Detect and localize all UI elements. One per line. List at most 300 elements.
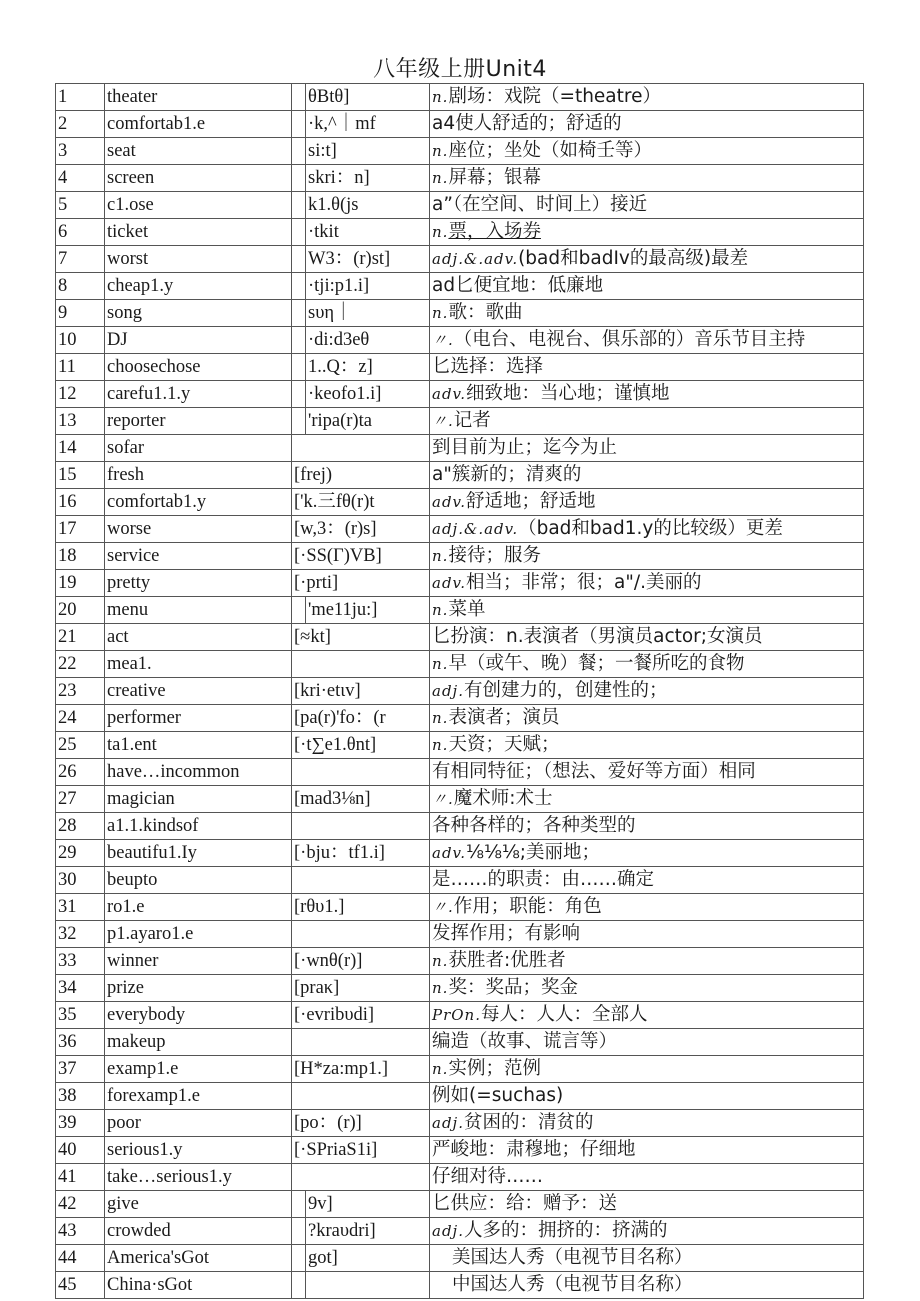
row-number: 16 [56,489,105,516]
meaning-cell [430,1056,864,1083]
word-cell: give [105,1191,292,1218]
row-number: 37 [56,1056,105,1083]
meaning-cell [430,597,864,624]
part-of-speech: 〃. [432,898,454,916]
meaning-text: 严峻地：肃穆地；仔细地 [432,1139,636,1160]
phonetic-cell: [·SPriaS1i] [292,1137,430,1164]
row-number: 12 [56,381,105,408]
row-number: 41 [56,1164,105,1191]
row-number: 13 [56,408,105,435]
table-row [56,678,864,705]
meaning-text: ad匕便宜地：低廉地 [432,275,604,296]
phonetic-cell: ·k,^｜mf [306,111,430,138]
table-row [56,867,864,894]
meaning-text: 天资；天赋； [448,734,560,755]
phonetic-cell: 'me11ju:] [306,597,430,624]
phonetic-cell [292,651,430,678]
divider-cell [292,327,306,354]
table-row [56,489,864,516]
phonetic-cell: ·keofo1.i] [306,381,430,408]
table-row [56,786,864,813]
table-row [56,759,864,786]
meaning-cell [430,624,864,651]
table-row [56,840,864,867]
row-number: 11 [56,354,105,381]
meaning-cell [430,921,864,948]
meaning-cell [430,1137,864,1164]
word-cell: creative [105,678,292,705]
word-cell: cheap1.y [105,273,292,300]
table-row [56,516,864,543]
part-of-speech: 〃. [432,412,454,430]
phonetic-cell: W3：(r)st] [306,246,430,273]
table-row [56,948,864,975]
phonetic-cell: ·di:d3eθ [306,327,430,354]
meaning-text: a"簇新的；清爽的 [432,464,582,485]
meaning-text: 到目前为止；迄今为止 [432,437,618,458]
meaning-cell [430,840,864,867]
phonetic-cell [292,921,430,948]
row-number: 15 [56,462,105,489]
table-row [56,408,864,435]
divider-cell [292,192,306,219]
table-row [56,894,864,921]
part-of-speech: adj. [432,1222,464,1240]
meaning-text: (bad和badIv的最高级)最差 [518,248,749,269]
meaning-cell [430,462,864,489]
table-row [56,1110,864,1137]
divider-cell [292,354,306,381]
vocabulary-table [55,83,864,1299]
phonetic-cell [292,1083,430,1110]
phonetic-cell: [·bju：tf1.i] [292,840,430,867]
word-cell: forexamp1.e [105,1083,292,1110]
table-row [56,813,864,840]
meaning-cell [430,1029,864,1056]
row-number: 32 [56,921,105,948]
word-cell: poor [105,1110,292,1137]
word-cell: worse [105,516,292,543]
row-number: 44 [56,1245,105,1272]
row-number: 40 [56,1137,105,1164]
row-number: 36 [56,1029,105,1056]
row-number: 24 [56,705,105,732]
row-number: 30 [56,867,105,894]
meaning-text: ⅛⅛⅛;美丽地； [466,842,601,863]
word-cell: magician [105,786,292,813]
word-cell: seat [105,138,292,165]
meaning-text: 作用；职能：角色 [453,896,602,917]
table-row [56,462,864,489]
phonetic-cell: [·evribυdi] [292,1002,430,1029]
meaning-text: 有相同特征；（想法、爱好等方面）相同 [432,761,756,782]
phonetic-cell: [·t∑e1.θnt] [292,732,430,759]
table-row [56,219,864,246]
meaning-cell [430,786,864,813]
row-number: 35 [56,1002,105,1029]
word-cell: comfortab1.e [105,111,292,138]
meaning-text: 美国达人秀（电视节目名称） [452,1247,693,1268]
meaning-text: 贫困的：清贫的 [463,1112,594,1133]
word-cell: worst [105,246,292,273]
part-of-speech: adv. [432,574,467,592]
meaning-cell [430,543,864,570]
vocabulary-table-body [56,84,864,1299]
phonetic-cell: ['k.三fθ(r)t [292,489,430,516]
part-of-speech: PrOn. [432,1006,481,1024]
row-number: 6 [56,219,105,246]
row-number: 34 [56,975,105,1002]
meaning-text: 有创建力的，创建性的； [463,680,668,701]
meaning-cell [430,1164,864,1191]
part-of-speech: n. [432,223,449,241]
phonetic-cell: [po：(r)] [292,1110,430,1137]
table-row [56,543,864,570]
meaning-text: 例如(=suchas) [432,1085,564,1106]
word-cell: fresh [105,462,292,489]
part-of-speech: adj. [432,682,464,700]
row-number: 19 [56,570,105,597]
meaning-cell [430,165,864,192]
phonetic-cell: [kri·etιv] [292,678,430,705]
phonetic-cell: [w,3：(r)s] [292,516,430,543]
word-cell: serious1.y [105,1137,292,1164]
meaning-cell [430,1110,864,1137]
row-number: 4 [56,165,105,192]
meaning-cell [430,1191,864,1218]
table-row [56,165,864,192]
meaning-cell [430,381,864,408]
meaning-cell [430,1002,864,1029]
meaning-text: 是……的职责：由……确定 [432,869,655,890]
phonetic-cell: ·tji:p1.i] [306,273,430,300]
meaning-text: 屏幕；银幕 [448,167,541,188]
word-cell: carefu1.1.y [105,381,292,408]
meaning-cell [430,516,864,543]
part-of-speech: n. [432,1060,449,1078]
meaning-cell [430,1272,864,1299]
meaning-cell [430,84,864,111]
part-of-speech: adj.&.adv. [432,250,519,268]
word-cell: screen [105,165,292,192]
row-number: 14 [56,435,105,462]
meaning-text: 歌：歌曲 [448,302,523,323]
phonetic-cell: k1.θ(js [306,192,430,219]
meaning-text: 实例；范例 [448,1058,541,1079]
divider-cell [292,381,306,408]
meaning-cell [430,327,864,354]
row-number: 8 [56,273,105,300]
meaning-text: 编造（故事、谎言等） [432,1031,618,1052]
part-of-speech: n. [432,736,449,754]
meaning-text: （电台、电视台、俱乐部的）音乐节目主持 [453,329,806,350]
phonetic-cell: 9v] [306,1191,430,1218]
word-cell: beautifu1.Iy [105,840,292,867]
phonetic-cell: 'ripa(r)ta [306,408,430,435]
word-cell: makeup [105,1029,292,1056]
table-row [56,1056,864,1083]
table-row [56,921,864,948]
part-of-speech: n. [432,304,449,322]
meaning-cell [430,489,864,516]
meaning-text: 座位；坐处（如椅壬等） [448,140,652,161]
word-cell: America'sGot [105,1245,292,1272]
page-title: 八年级上册Unit4 [373,57,547,82]
meaning-text: （bad和bad1.y的比较级）更差 [518,518,783,539]
row-number: 25 [56,732,105,759]
row-number: 2 [56,111,105,138]
table-row [56,1137,864,1164]
table-row [56,111,864,138]
meaning-text: 舒适地；舒适地 [466,491,596,512]
table-row [56,273,864,300]
phonetic-cell: sυη｜ [306,300,430,327]
part-of-speech: n. [432,169,449,187]
word-cell: pretty [105,570,292,597]
part-of-speech: adv. [432,385,467,403]
table-row [56,1218,864,1245]
word-cell: theater [105,84,292,111]
meaning-cell [430,1245,864,1272]
table-row [56,1245,864,1272]
phonetic-cell: si:t] [306,138,430,165]
row-number: 9 [56,300,105,327]
meaning-text: 相当；非常；很；a"/.美丽的 [466,572,702,593]
meaning-cell [430,1083,864,1110]
phonetic-cell: ·tkit [306,219,430,246]
word-cell: have…incommon [105,759,292,786]
word-cell: act [105,624,292,651]
divider-cell [292,597,306,624]
meaning-text: 中国达人秀（电视节目名称） [452,1274,693,1295]
meaning-cell [430,246,864,273]
divider-cell [292,273,306,300]
meaning-cell [430,111,864,138]
row-number: 45 [56,1272,105,1299]
phonetic-cell [292,867,430,894]
table-row [56,435,864,462]
meaning-cell [430,975,864,1002]
phonetic-cell: [praκ] [292,975,430,1002]
table-row [56,570,864,597]
phonetic-cell: [pa(r)'fo：(r [292,705,430,732]
row-number: 31 [56,894,105,921]
meaning-text: 仔细对待…… [432,1166,544,1187]
word-cell: c1.ose [105,192,292,219]
row-number: 18 [56,543,105,570]
row-number: 1 [56,84,105,111]
word-cell: take…serious1.y [105,1164,292,1191]
meaning-text: 菜单 [448,599,486,620]
part-of-speech: n. [432,142,449,160]
part-of-speech: n. [432,952,449,970]
table-row [56,1272,864,1299]
meaning-cell [430,651,864,678]
meaning-cell [430,219,864,246]
row-number: 3 [56,138,105,165]
meaning-text: 每人：人人：全部人 [481,1004,648,1025]
phonetic-cell [292,1029,430,1056]
meaning-cell [430,354,864,381]
meaning-text: 接待；服务 [448,545,541,566]
table-row [56,84,864,111]
part-of-speech: n. [432,709,449,727]
part-of-speech: n. [432,547,449,565]
meaning-text: 票，入场券 [448,221,541,242]
meaning-cell [430,705,864,732]
meaning-text: 匕选择：选择 [432,356,544,377]
phonetic-cell: [·wnθ(r)] [292,948,430,975]
word-cell: p1.ayaro1.e [105,921,292,948]
row-number: 5 [56,192,105,219]
divider-cell [292,1272,306,1299]
meaning-text: 匕供应：给：赠予：送 [432,1193,618,1214]
meaning-text: 细致地：当心地；谨慎地 [466,383,670,404]
table-row [56,651,864,678]
part-of-speech: adv. [432,493,467,511]
table-row [56,624,864,651]
table-row [56,1164,864,1191]
divider-cell [292,111,306,138]
table-row [56,1029,864,1056]
meaning-text: 魔术师:术士 [453,788,553,809]
word-cell: crowded [105,1218,292,1245]
row-number: 43 [56,1218,105,1245]
row-number: 17 [56,516,105,543]
word-cell: DJ [105,327,292,354]
divider-cell [292,1245,306,1272]
phonetic-cell [292,759,430,786]
row-number: 21 [56,624,105,651]
meaning-text: 记者 [453,410,491,431]
row-number: 23 [56,678,105,705]
meaning-cell [430,435,864,462]
row-number: 42 [56,1191,105,1218]
table-row [56,1002,864,1029]
phonetic-cell: [≈kt] [292,624,430,651]
row-number: 38 [56,1083,105,1110]
word-cell: everybody [105,1002,292,1029]
meaning-cell [430,732,864,759]
meaning-text: a4使人舒适的；舒适的 [432,113,622,134]
table-row [56,354,864,381]
meaning-cell [430,1218,864,1245]
part-of-speech: adj. [432,1114,464,1132]
meaning-cell [430,759,864,786]
table-row [56,327,864,354]
meaning-cell [430,408,864,435]
word-cell: choosechose [105,354,292,381]
phonetic-cell: [·SS(Γ)VB] [292,543,430,570]
row-number: 10 [56,327,105,354]
phonetic-cell: [rθυ1.] [292,894,430,921]
word-cell: performer [105,705,292,732]
word-cell: ta1.ent [105,732,292,759]
part-of-speech: adv. [432,844,467,862]
row-number: 39 [56,1110,105,1137]
phonetic-cell [292,435,430,462]
meaning-cell [430,948,864,975]
divider-cell [292,219,306,246]
phonetic-cell: [frej) [292,462,430,489]
phonetic-cell: θBtθ] [306,84,430,111]
part-of-speech: 〃. [432,790,454,808]
row-number: 28 [56,813,105,840]
table-row [56,705,864,732]
meaning-text: 各种各样的；各种类型的 [432,815,636,836]
table-row [56,1191,864,1218]
meaning-text: 早（或午、晚）餐；一餐所吃的食物 [448,653,745,674]
divider-cell [292,300,306,327]
word-cell: sofar [105,435,292,462]
table-row [56,300,864,327]
meaning-text: 人多的：拥挤的：挤满的 [463,1220,668,1241]
row-number: 26 [56,759,105,786]
meaning-text: 表演者；演员 [448,707,560,728]
phonetic-cell: 1..Q：z] [306,354,430,381]
word-cell: ticket [105,219,292,246]
table-row [56,381,864,408]
phonetic-cell: [mad3⅛n] [292,786,430,813]
meaning-cell [430,273,864,300]
word-cell: service [105,543,292,570]
word-cell: beupto [105,867,292,894]
table-row [56,138,864,165]
part-of-speech: n. [432,88,449,106]
word-cell: song [105,300,292,327]
meaning-cell [430,570,864,597]
phonetic-cell: got] [306,1245,430,1272]
divider-cell [292,246,306,273]
divider-cell [292,408,306,435]
table-row [56,732,864,759]
row-number: 22 [56,651,105,678]
meaning-text: 发挥作用；有影响 [432,923,581,944]
part-of-speech: n. [432,655,449,673]
word-cell: menu [105,597,292,624]
divider-cell [292,84,306,111]
table-row [56,1083,864,1110]
table-row [56,975,864,1002]
phonetic-cell [292,1164,430,1191]
divider-cell [292,1191,306,1218]
word-cell: winner [105,948,292,975]
word-cell: a1.1.kindsof [105,813,292,840]
divider-cell [292,138,306,165]
meaning-text: 奖：奖品；奖金 [448,977,578,998]
meaning-cell [430,867,864,894]
meaning-cell [430,813,864,840]
part-of-speech: 〃. [432,331,454,349]
meaning-cell [430,678,864,705]
word-cell: ro1.e [105,894,292,921]
phonetic-cell: [·prti] [292,570,430,597]
row-number: 27 [56,786,105,813]
meaning-cell [430,894,864,921]
word-cell: prize [105,975,292,1002]
meaning-text: 匕扮演：n.表演者（男演员actor;女演员 [432,626,763,647]
part-of-speech: n. [432,979,449,997]
phonetic-cell [292,813,430,840]
meaning-text: a”（在空间、时间上）接近 [432,194,648,215]
part-of-speech: adj.&.adv. [432,520,519,538]
phonetic-cell: skri：n] [306,165,430,192]
meaning-cell [430,192,864,219]
table-row [56,192,864,219]
table-row [56,597,864,624]
row-number: 29 [56,840,105,867]
word-cell: reporter [105,408,292,435]
